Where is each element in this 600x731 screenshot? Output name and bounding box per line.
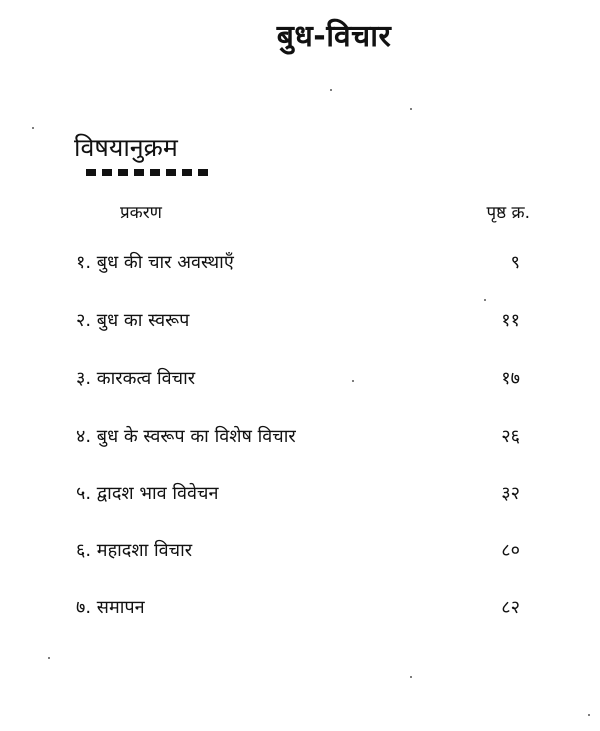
heading-underline: [86, 169, 208, 177]
underline-dash: [198, 169, 208, 176]
toc-row: [0, 308, 600, 338]
underline-dash: [118, 169, 128, 176]
toc-row: [0, 481, 600, 511]
underline-dash: [86, 169, 96, 176]
toc-row-label: ५. द्वादश भाव विवेचन: [76, 483, 219, 504]
scan-speck: [330, 89, 332, 91]
toc-row: [0, 366, 600, 396]
toc-row: [0, 538, 600, 568]
scan-speck: [410, 676, 412, 678]
underline-dash: [134, 169, 144, 176]
toc-row-page: ८२: [501, 597, 520, 618]
toc-row-page: १७: [501, 368, 520, 389]
page-title: बुध-विचार: [276, 19, 392, 54]
scan-speck: [48, 657, 50, 659]
toc-row-label: १. बुध की चार अवस्थाएँ: [76, 252, 234, 273]
scan-speck: [352, 380, 354, 382]
toc-heading: विषयानुक्रम: [74, 133, 178, 162]
underline-dash: [166, 169, 176, 176]
toc-row-page: ८०: [501, 540, 520, 561]
toc-row-label: ६. महादशा विचार: [76, 540, 193, 561]
toc-row-page: ११: [501, 310, 520, 331]
scan-speck: [410, 108, 412, 110]
toc-row-page: २६: [501, 426, 520, 447]
toc-row: [0, 595, 600, 625]
toc-row-page: ९: [510, 252, 520, 273]
column-header-page: पृष्ठ क्र.: [486, 203, 530, 223]
toc-row-page: ३२: [501, 483, 520, 504]
column-header-chapter: प्रकरण: [120, 203, 162, 223]
scan-speck: [484, 299, 486, 301]
toc-row-label: ४. बुध के स्वरूप का विशेष विचार: [76, 426, 296, 447]
toc-row-label: ३. कारकत्व विचार: [76, 368, 196, 389]
underline-dash: [182, 169, 192, 176]
toc-row-label: २. बुध का स्वरूप: [76, 310, 190, 331]
toc-row-label: ७. समापन: [76, 597, 145, 618]
scan-speck: [32, 127, 34, 129]
toc-row: [0, 424, 600, 454]
underline-dash: [150, 169, 160, 176]
toc-row: [0, 250, 600, 280]
underline-dash: [102, 169, 112, 176]
scan-speck: [588, 714, 590, 716]
